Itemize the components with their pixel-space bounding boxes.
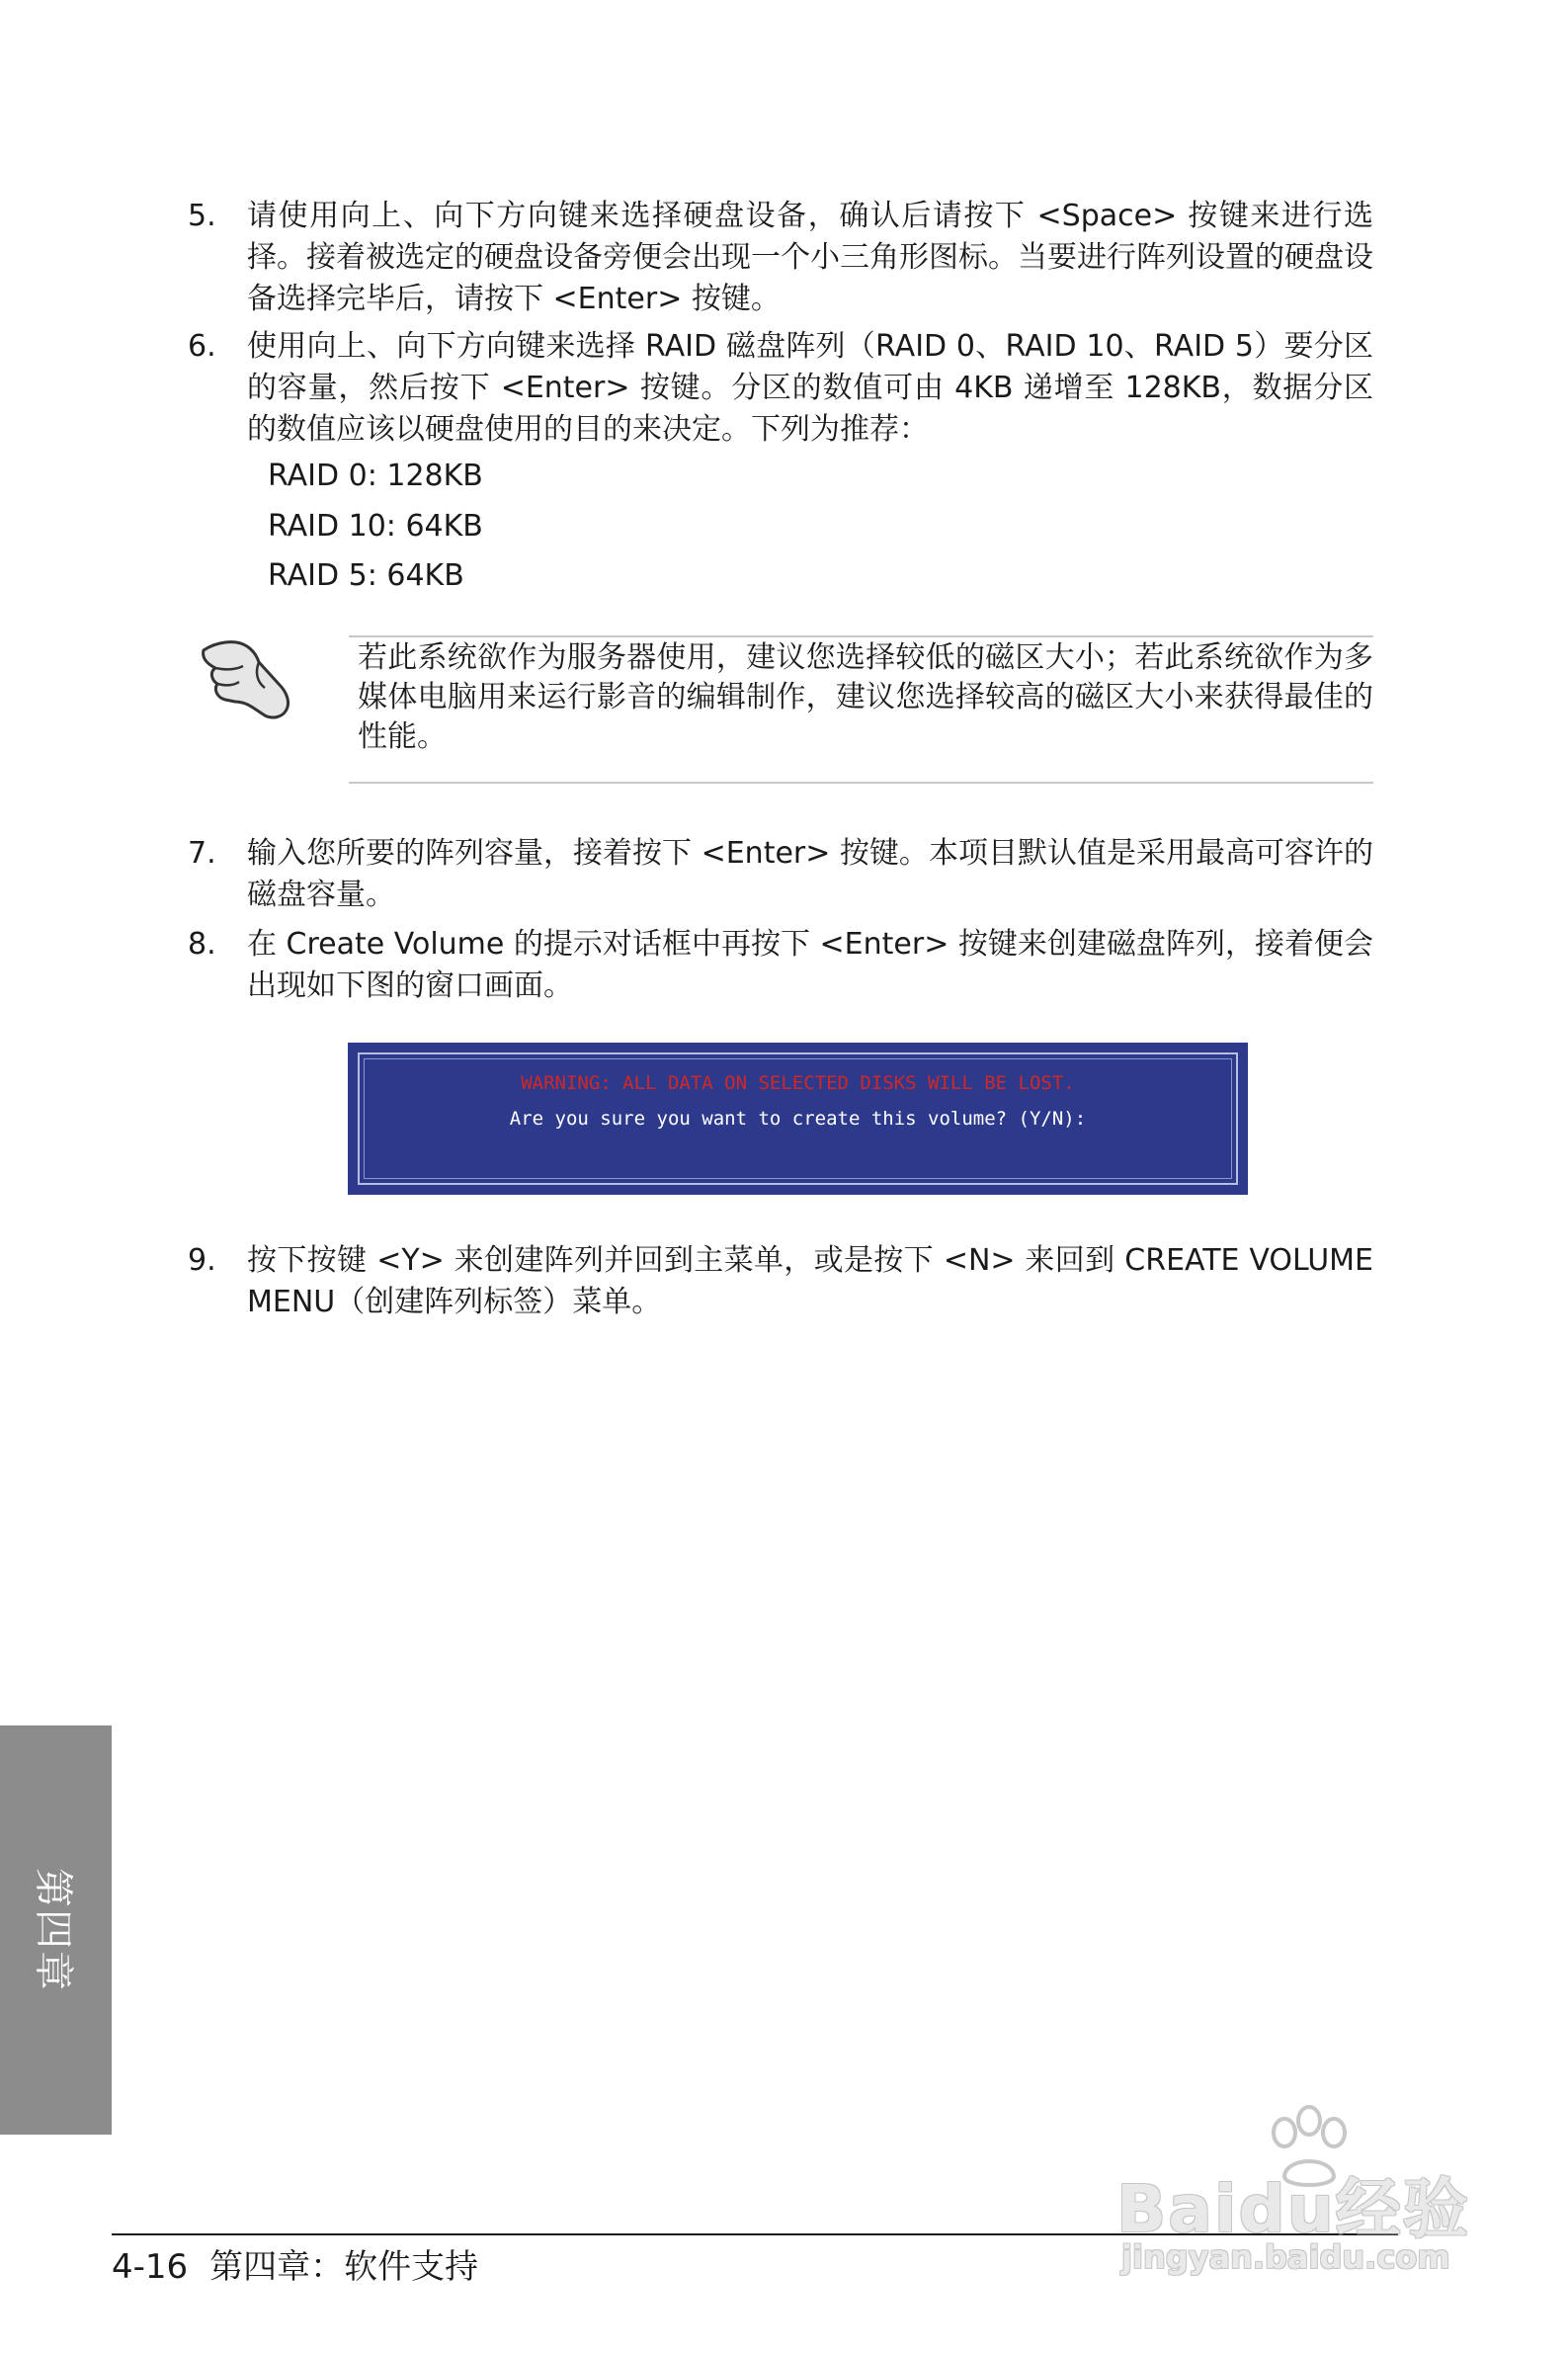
page-number: 4-16 [112, 2247, 189, 2287]
step-text: 输入您所要的阵列容量，接着按下 <Enter> 按键。本项目默认值是采用最高可容许的磁盘容量。 [247, 836, 1373, 912]
step-text: 按下按键 <Y> 来创建阵列并回到主菜单，或是按下 <N> 来回到 CREATE VOLUME MENU（创建阵列标签）菜单。 [247, 1243, 1373, 1319]
note-bottom-rule [349, 782, 1373, 784]
watermark-site: jingyan.baidu.com [1121, 2238, 1450, 2276]
watermark-brand: Baidu经验 [1116, 2171, 1470, 2247]
step-number: 6. [188, 329, 216, 364]
dialog-question: Are you sure you want to create this volume? (Y/N): [509, 1108, 1087, 1130]
chapter-side-label: 第四章 [30, 1868, 75, 1992]
footer-chapter: 第四章：软件支持 [209, 2247, 479, 2287]
step-text: 请使用向上、向下方向键来选择硬盘设备，确认后请按下 <Space> 按键来进行选择。接着被选定的硬盘设备旁便会出现一个小三角形图标。当要进行阵列设置的硬盘设备选择完毕后，请按下 <Enter> 按键。 [247, 199, 1373, 316]
step-text: 在 Create Volume 的提示对话框中再按下 <Enter> 按键来创建磁盘阵列，接着便会出现如下图的窗口画面。 [247, 927, 1373, 1003]
step-number: 7. [188, 836, 216, 871]
step-text: 使用向上、向下方向键来选择 RAID 磁盘阵列（RAID 0、RAID 10、RAID 5）要分区的容量，然后按下 <Enter> 按键。分区的数值可由 4KB 递增至 128KB，数据分区的数值应该以硬盘使用的目的来决定。下列为推荐： [247, 329, 1373, 447]
note-text: 若此系统欲作为服务器使用，建议您选择较低的磁区大小；若此系统欲作为多媒体电脑用来运行影音的编辑制作，建议您选择较高的磁区大小来获得最佳的性能。 [358, 640, 1373, 754]
create-volume-confirm-dialog [348, 1043, 1248, 1195]
step-number: 8. [188, 927, 216, 962]
step-number: 9. [188, 1243, 216, 1278]
raid-recommendation: RAID 10: 64KB [268, 509, 483, 544]
raid-recommendation: RAID 5: 64KB [268, 558, 464, 593]
note-top-rule [349, 635, 1373, 637]
hand-pointing-icon [196, 632, 299, 726]
baidu-watermark [1102, 2105, 1487, 2283]
chapter-side-tab [0, 1725, 112, 2135]
dialog-warning: WARNING: ALL DATA ON SELECTED DISKS WILL BE LOST. [521, 1072, 1075, 1094]
page-footer [112, 2245, 478, 2289]
raid-recommendation: RAID 0: 128KB [268, 459, 483, 493]
step-number: 5. [188, 199, 216, 233]
